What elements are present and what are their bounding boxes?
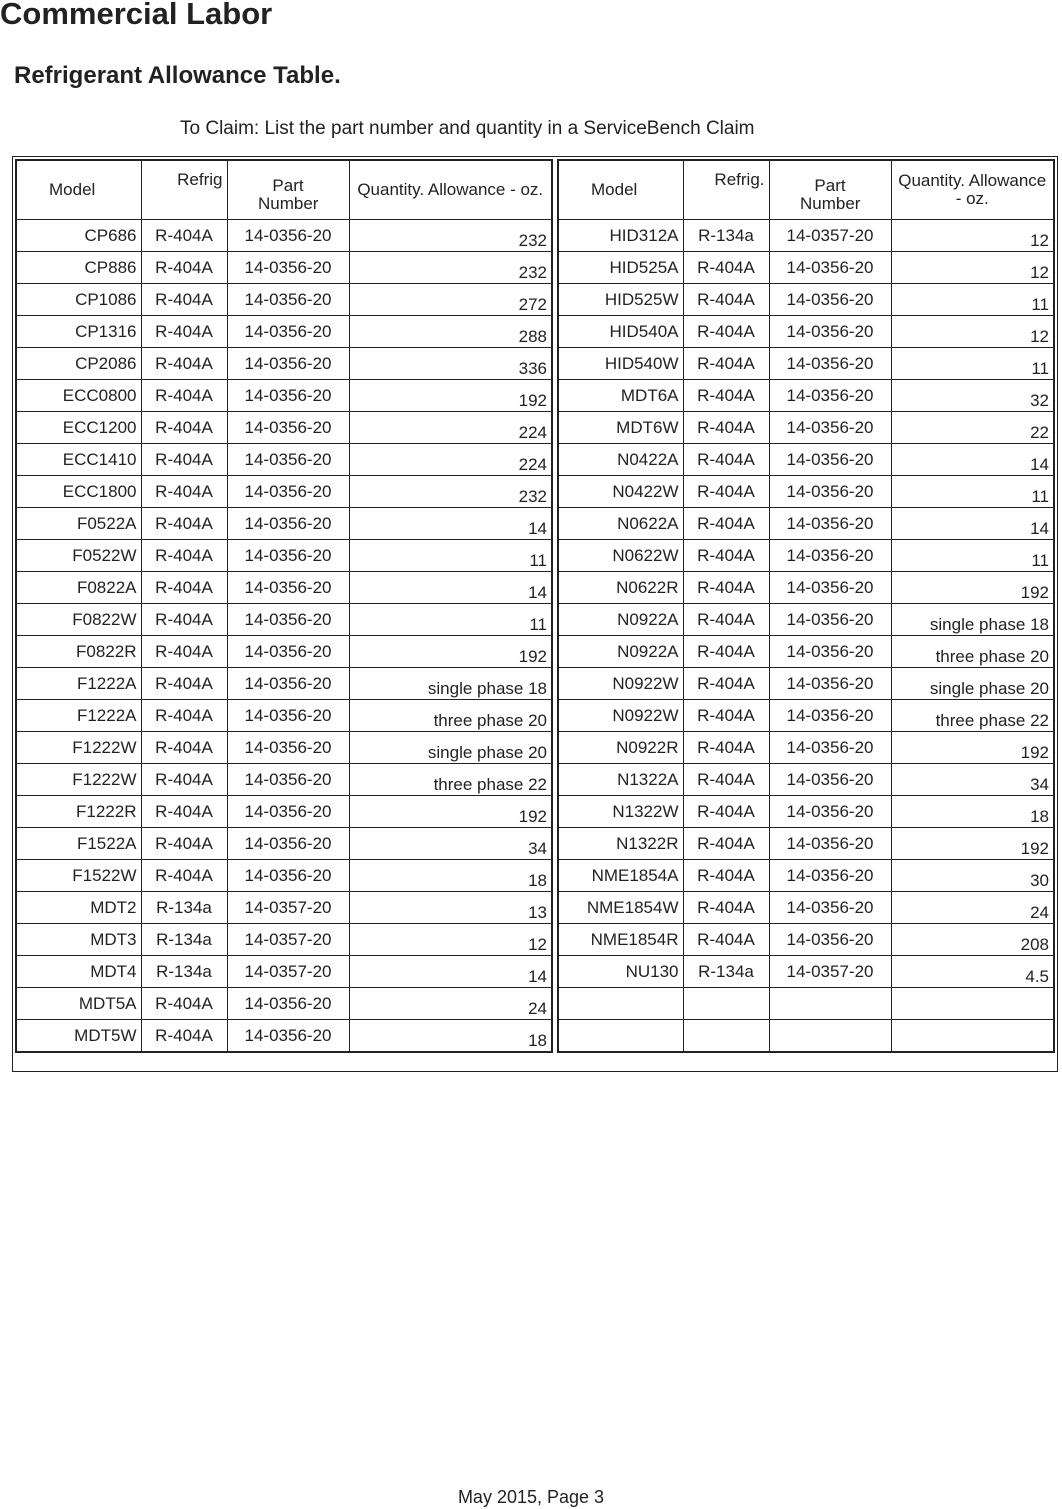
cell-part-number: 14-0356-20	[769, 732, 891, 764]
table-row	[16, 284, 552, 316]
table-row	[558, 764, 1054, 796]
cell-model: F1222A	[16, 700, 141, 732]
cell-refrig: R-404A	[141, 220, 227, 252]
cell-quantity: 232	[349, 252, 552, 284]
cell-part-number: 14-0356-20	[227, 444, 349, 476]
cell-refrig: R-404A	[141, 796, 227, 828]
page-title: Commercial Labor	[0, 0, 273, 31]
cell-part-number: 14-0356-20	[769, 508, 891, 540]
cell-refrig: R-404A	[141, 828, 227, 860]
cell-quantity: 30	[891, 860, 1054, 892]
table-row	[558, 892, 1054, 924]
cell-model: N0622W	[558, 540, 683, 572]
cell-part-number: 14-0356-20	[227, 348, 349, 380]
header-quantity-text: Quantity. Allowance - oz.	[357, 180, 544, 199]
cell-quantity: three phase 20	[891, 636, 1054, 668]
table-row	[16, 892, 552, 924]
cell-refrig: R-404A	[141, 252, 227, 284]
cell-part-number: 14-0356-20	[769, 444, 891, 476]
cell-refrig: R-404A	[683, 732, 769, 764]
header-model: Model	[558, 160, 683, 220]
right-table-body	[558, 220, 1054, 1053]
header-quantity	[891, 160, 1054, 220]
table-row	[558, 348, 1054, 380]
table-row	[558, 924, 1054, 956]
cell-refrig: R-404A	[141, 284, 227, 316]
cell-model: F0822W	[16, 604, 141, 636]
cell-refrig: R-404A	[683, 252, 769, 284]
cell-quantity: 14	[349, 956, 552, 988]
cell-model: N1322W	[558, 796, 683, 828]
table-row	[558, 220, 1054, 252]
cell-quantity: 192	[349, 380, 552, 412]
cell-quantity: 192	[349, 636, 552, 668]
header-refrig: Refrig.	[683, 160, 769, 220]
table-row	[558, 284, 1054, 316]
cell-part-number: 14-0356-20	[769, 572, 891, 604]
cell-model: ECC1800	[16, 476, 141, 508]
cell-model: N1322R	[558, 828, 683, 860]
cell-model: CP1316	[16, 316, 141, 348]
cell-model: HID525W	[558, 284, 683, 316]
cell-quantity: 34	[349, 828, 552, 860]
table-row	[16, 252, 552, 284]
cell-refrig: R-404A	[141, 348, 227, 380]
cell-quantity: 192	[891, 572, 1054, 604]
cell-model: N1322A	[558, 764, 683, 796]
cell-part-number: 14-0356-20	[227, 604, 349, 636]
cell-refrig	[683, 1020, 769, 1053]
page-footer: May 2015, Page 3	[457, 1487, 605, 1507]
cell-model: N0622A	[558, 508, 683, 540]
cell-part-number: 14-0356-20	[227, 508, 349, 540]
cell-model: HID525A	[558, 252, 683, 284]
cell-quantity: 4.5	[891, 956, 1054, 988]
cell-refrig: R-404A	[683, 348, 769, 380]
cell-part-number: 14-0356-20	[227, 700, 349, 732]
right-table	[557, 159, 1055, 1053]
cell-part-number: 14-0356-20	[769, 764, 891, 796]
table-row	[558, 476, 1054, 508]
cell-model: F0522W	[16, 540, 141, 572]
table-row	[558, 988, 1054, 1020]
cell-refrig: R-404A	[141, 732, 227, 764]
cell-refrig: R-404A	[141, 508, 227, 540]
cell-model	[558, 988, 683, 1020]
cell-part-number: 14-0356-20	[769, 796, 891, 828]
cell-quantity: 14	[891, 508, 1054, 540]
cell-quantity	[891, 988, 1054, 1020]
cell-model: MDT2	[16, 892, 141, 924]
cell-part-number: 14-0356-20	[227, 316, 349, 348]
refrigerant-allowance-table	[12, 156, 1058, 1072]
cell-quantity: 12	[891, 252, 1054, 284]
cell-refrig: R-134a	[683, 956, 769, 988]
table-row	[16, 860, 552, 892]
cell-quantity: 13	[349, 892, 552, 924]
cell-part-number: 14-0356-20	[769, 604, 891, 636]
cell-quantity: 11	[891, 540, 1054, 572]
cell-part-number: 14-0356-20	[227, 764, 349, 796]
header-model: Model	[16, 160, 141, 220]
cell-refrig: R-404A	[141, 668, 227, 700]
cell-quantity: 12	[891, 220, 1054, 252]
cell-model: F1222W	[16, 732, 141, 764]
cell-refrig: R-404A	[683, 476, 769, 508]
cell-refrig: R-404A	[141, 764, 227, 796]
cell-refrig: R-404A	[141, 700, 227, 732]
cell-quantity: 192	[891, 828, 1054, 860]
cell-refrig: R-404A	[683, 540, 769, 572]
cell-part-number: 14-0356-20	[769, 252, 891, 284]
cell-refrig: R-404A	[141, 572, 227, 604]
cell-part-number: 14-0356-20	[769, 636, 891, 668]
cell-part-number: 14-0356-20	[227, 380, 349, 412]
table-row	[558, 444, 1054, 476]
cell-quantity	[891, 1020, 1054, 1053]
table-row	[16, 764, 552, 796]
cell-part-number: 14-0356-20	[227, 828, 349, 860]
cell-model: N0922A	[558, 604, 683, 636]
cell-part-number: 14-0356-20	[769, 828, 891, 860]
cell-quantity: 192	[891, 732, 1054, 764]
cell-model: HID540W	[558, 348, 683, 380]
cell-model: NME1854W	[558, 892, 683, 924]
cell-quantity: three phase 22	[891, 700, 1054, 732]
table-row	[558, 540, 1054, 572]
table-row	[16, 444, 552, 476]
cell-model: F1222A	[16, 668, 141, 700]
table-row	[558, 668, 1054, 700]
table-row	[558, 1020, 1054, 1053]
cell-refrig: R-404A	[141, 316, 227, 348]
cell-quantity: 336	[349, 348, 552, 380]
cell-refrig: R-404A	[141, 604, 227, 636]
cell-quantity: 11	[891, 348, 1054, 380]
left-table	[15, 159, 553, 1053]
cell-model: CP886	[16, 252, 141, 284]
table-row	[558, 380, 1054, 412]
table-row	[16, 924, 552, 956]
cell-quantity: 272	[349, 284, 552, 316]
cell-part-number: 14-0356-20	[227, 476, 349, 508]
cell-model: MDT3	[16, 924, 141, 956]
cell-model: F1522A	[16, 828, 141, 860]
table-row	[16, 572, 552, 604]
cell-part-number: 14-0356-20	[227, 412, 349, 444]
cell-model: MDT5W	[16, 1020, 141, 1053]
header-quantity	[349, 160, 552, 220]
cell-model: ECC1200	[16, 412, 141, 444]
cell-part-number	[769, 988, 891, 1020]
header-refrig: Refrig	[141, 160, 227, 220]
cell-part-number: 14-0356-20	[227, 732, 349, 764]
table-row	[558, 252, 1054, 284]
cell-quantity: three phase 20	[349, 700, 552, 732]
cell-model: N0922A	[558, 636, 683, 668]
cell-part-number: 14-0356-20	[769, 380, 891, 412]
cell-quantity: 22	[891, 412, 1054, 444]
cell-refrig: R-404A	[683, 764, 769, 796]
cell-quantity: 224	[349, 412, 552, 444]
table-row	[558, 508, 1054, 540]
cell-quantity: single phase 20	[891, 668, 1054, 700]
table-row	[16, 476, 552, 508]
cell-model: MDT6A	[558, 380, 683, 412]
cell-refrig: R-404A	[141, 412, 227, 444]
cell-quantity: 18	[349, 1020, 552, 1053]
cell-refrig: R-404A	[683, 380, 769, 412]
cell-model: NME1854R	[558, 924, 683, 956]
cell-refrig: R-404A	[683, 860, 769, 892]
cell-model: HID312A	[558, 220, 683, 252]
cell-refrig: R-404A	[683, 668, 769, 700]
table-row	[16, 348, 552, 380]
table-row	[16, 508, 552, 540]
cell-refrig: R-134a	[141, 892, 227, 924]
section-title: Refrigerant Allowance Table.	[14, 62, 341, 89]
cell-refrig: R-134a	[141, 924, 227, 956]
cell-part-number: 14-0356-20	[769, 316, 891, 348]
cell-part-number: 14-0356-20	[769, 412, 891, 444]
cell-quantity: 232	[349, 220, 552, 252]
table-row	[16, 732, 552, 764]
cell-refrig: R-404A	[683, 892, 769, 924]
header-part-number-text: Part Number	[258, 176, 319, 213]
cell-part-number: 14-0357-20	[769, 956, 891, 988]
cell-quantity: 14	[349, 508, 552, 540]
table-row	[16, 956, 552, 988]
cell-model: F0522A	[16, 508, 141, 540]
cell-refrig: R-404A	[141, 476, 227, 508]
header-part-number	[227, 160, 349, 220]
cell-quantity: 11	[349, 604, 552, 636]
cell-model: NU130	[558, 956, 683, 988]
cell-refrig: R-404A	[141, 988, 227, 1020]
table-row	[16, 540, 552, 572]
cell-refrig: R-404A	[683, 604, 769, 636]
cell-refrig: R-404A	[683, 700, 769, 732]
cell-quantity: 18	[349, 860, 552, 892]
table-row	[16, 380, 552, 412]
cell-quantity: 192	[349, 796, 552, 828]
cell-model: MDT6W	[558, 412, 683, 444]
cell-refrig: R-404A	[141, 860, 227, 892]
table-row	[16, 636, 552, 668]
cell-part-number: 14-0357-20	[769, 220, 891, 252]
cell-refrig: R-404A	[683, 572, 769, 604]
table-row	[16, 412, 552, 444]
table-row	[558, 860, 1054, 892]
cell-quantity: 208	[891, 924, 1054, 956]
cell-part-number: 14-0356-20	[769, 348, 891, 380]
table-row	[558, 412, 1054, 444]
cell-part-number: 14-0356-20	[227, 988, 349, 1020]
cell-model: F0822R	[16, 636, 141, 668]
cell-part-number: 14-0356-20	[227, 668, 349, 700]
cell-quantity: 24	[891, 892, 1054, 924]
cell-model: N0422A	[558, 444, 683, 476]
cell-quantity: single phase 18	[891, 604, 1054, 636]
cell-model	[558, 1020, 683, 1053]
left-table-body	[16, 220, 552, 1053]
cell-quantity: 11	[891, 476, 1054, 508]
cell-refrig: R-404A	[683, 796, 769, 828]
table-row	[558, 796, 1054, 828]
cell-quantity: 12	[349, 924, 552, 956]
cell-part-number: 14-0356-20	[227, 540, 349, 572]
cell-part-number: 14-0357-20	[227, 956, 349, 988]
cell-part-number: 14-0356-20	[227, 220, 349, 252]
cell-part-number: 14-0356-20	[227, 636, 349, 668]
cell-part-number: 14-0356-20	[769, 476, 891, 508]
cell-part-number: 14-0356-20	[227, 1020, 349, 1053]
cell-model: CP686	[16, 220, 141, 252]
cell-model: N0922R	[558, 732, 683, 764]
cell-model: N0422W	[558, 476, 683, 508]
cell-quantity: single phase 18	[349, 668, 552, 700]
cell-part-number	[769, 1020, 891, 1053]
cell-refrig: R-404A	[141, 540, 227, 572]
header-row	[558, 160, 1054, 220]
header-row	[16, 160, 552, 220]
cell-part-number: 14-0356-20	[769, 668, 891, 700]
table-row	[558, 604, 1054, 636]
table-row	[16, 1020, 552, 1053]
cell-part-number: 14-0356-20	[227, 796, 349, 828]
table-row	[558, 316, 1054, 348]
cell-quantity: 288	[349, 316, 552, 348]
table-row	[558, 572, 1054, 604]
cell-model: MDT5A	[16, 988, 141, 1020]
cell-model: F1522W	[16, 860, 141, 892]
cell-quantity: 224	[349, 444, 552, 476]
cell-quantity: 232	[349, 476, 552, 508]
cell-part-number: 14-0356-20	[227, 572, 349, 604]
table-row	[16, 604, 552, 636]
table-row	[558, 636, 1054, 668]
table-row	[558, 700, 1054, 732]
cell-model: F0822A	[16, 572, 141, 604]
cell-quantity: three phase 22	[349, 764, 552, 796]
cell-quantity: 32	[891, 380, 1054, 412]
table-row	[16, 828, 552, 860]
cell-refrig: R-404A	[141, 380, 227, 412]
table-row	[558, 732, 1054, 764]
cell-refrig: R-404A	[141, 1020, 227, 1053]
table-row	[16, 668, 552, 700]
cell-model: F1222R	[16, 796, 141, 828]
cell-refrig: R-404A	[683, 412, 769, 444]
cell-quantity: 24	[349, 988, 552, 1020]
cell-refrig: R-134a	[683, 220, 769, 252]
cell-part-number: 14-0356-20	[227, 860, 349, 892]
table-row	[16, 988, 552, 1020]
header-part-number-text: Part Number	[800, 176, 861, 213]
table-row	[558, 956, 1054, 988]
cell-quantity: 34	[891, 764, 1054, 796]
cell-refrig: R-404A	[683, 828, 769, 860]
cell-model: N0922W	[558, 668, 683, 700]
table-row	[16, 220, 552, 252]
cell-part-number: 14-0356-20	[227, 252, 349, 284]
cell-part-number: 14-0356-20	[769, 700, 891, 732]
cell-part-number: 14-0356-20	[769, 860, 891, 892]
cell-part-number: 14-0357-20	[227, 892, 349, 924]
cell-refrig: R-404A	[141, 636, 227, 668]
cell-model: MDT4	[16, 956, 141, 988]
header-part-number	[769, 160, 891, 220]
cell-refrig: R-404A	[141, 444, 227, 476]
cell-model: N0922W	[558, 700, 683, 732]
cell-quantity: 14	[349, 572, 552, 604]
table-row	[16, 700, 552, 732]
cell-refrig: R-404A	[683, 284, 769, 316]
cell-quantity: 11	[349, 540, 552, 572]
cell-quantity: single phase 20	[349, 732, 552, 764]
cell-part-number: 14-0357-20	[227, 924, 349, 956]
claim-instruction: To Claim: List the part number and quantity in a ServiceBench Claim	[180, 118, 755, 139]
cell-refrig: R-404A	[683, 508, 769, 540]
cell-part-number: 14-0356-20	[769, 924, 891, 956]
cell-refrig: R-404A	[683, 636, 769, 668]
cell-model: F1222W	[16, 764, 141, 796]
header-quantity-text: Quantity. Allowance - oz.	[898, 171, 1047, 208]
cell-model: ECC0800	[16, 380, 141, 412]
cell-quantity: 11	[891, 284, 1054, 316]
cell-part-number: 14-0356-20	[769, 892, 891, 924]
cell-refrig: R-404A	[683, 444, 769, 476]
cell-part-number: 14-0356-20	[769, 284, 891, 316]
cell-refrig	[683, 988, 769, 1020]
cell-quantity: 18	[891, 796, 1054, 828]
cell-model: N0622R	[558, 572, 683, 604]
cell-quantity: 12	[891, 316, 1054, 348]
cell-model: CP1086	[16, 284, 141, 316]
table-row	[16, 796, 552, 828]
cell-model: NME1854A	[558, 860, 683, 892]
cell-model: ECC1410	[16, 444, 141, 476]
table-row	[558, 828, 1054, 860]
table-row	[16, 316, 552, 348]
cell-part-number: 14-0356-20	[227, 284, 349, 316]
cell-refrig: R-404A	[683, 316, 769, 348]
cell-part-number: 14-0356-20	[769, 540, 891, 572]
cell-refrig: R-404A	[683, 924, 769, 956]
cell-model: CP2086	[16, 348, 141, 380]
cell-model: HID540A	[558, 316, 683, 348]
cell-quantity: 14	[891, 444, 1054, 476]
cell-refrig: R-134a	[141, 956, 227, 988]
